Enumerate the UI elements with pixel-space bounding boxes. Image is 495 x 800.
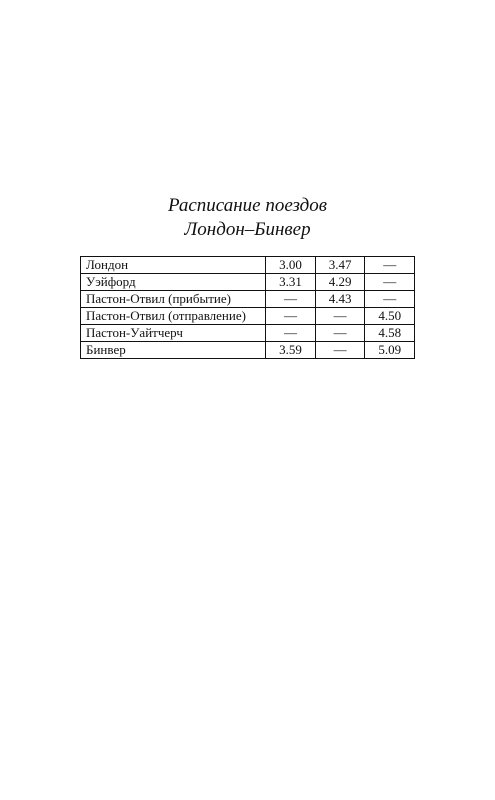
station-cell: Пастон-Отвил (отправление) — [81, 308, 266, 325]
time-cell: — — [365, 291, 415, 308]
time-cell: — — [266, 291, 316, 308]
time-cell: — — [315, 308, 365, 325]
station-cell: Лондон — [81, 257, 266, 274]
time-cell: 3.00 — [266, 257, 316, 274]
table-row — [81, 257, 415, 274]
time-cell: 3.47 — [315, 257, 365, 274]
time-cell: — — [266, 308, 316, 325]
table-row — [81, 308, 415, 325]
time-cell: 4.43 — [315, 291, 365, 308]
time-cell: 5.09 — [365, 342, 415, 359]
table-row — [81, 342, 415, 359]
table-row — [81, 325, 415, 342]
time-cell: — — [365, 274, 415, 291]
station-cell: Бинвер — [81, 342, 266, 359]
timetable-title — [0, 194, 495, 242]
time-cell: 4.50 — [365, 308, 415, 325]
time-cell: — — [365, 257, 415, 274]
time-cell: 3.31 — [266, 274, 316, 291]
station-cell: Уэйфорд — [81, 274, 266, 291]
time-cell: — — [266, 325, 316, 342]
time-cell: 4.58 — [365, 325, 415, 342]
title-line-2: Лондон–Бинвер — [184, 219, 311, 240]
table-row — [81, 291, 415, 308]
time-cell: — — [315, 325, 365, 342]
station-cell: Пастон-Отвил (прибытие) — [81, 291, 266, 308]
time-cell: — — [315, 342, 365, 359]
table-row — [81, 274, 415, 291]
time-cell: 4.29 — [315, 274, 365, 291]
station-cell: Пастон-Уайтчерч — [81, 325, 266, 342]
title-line-1: Расписание поездов — [167, 195, 328, 216]
time-cell: 3.59 — [266, 342, 316, 359]
timetable-table — [80, 256, 415, 359]
